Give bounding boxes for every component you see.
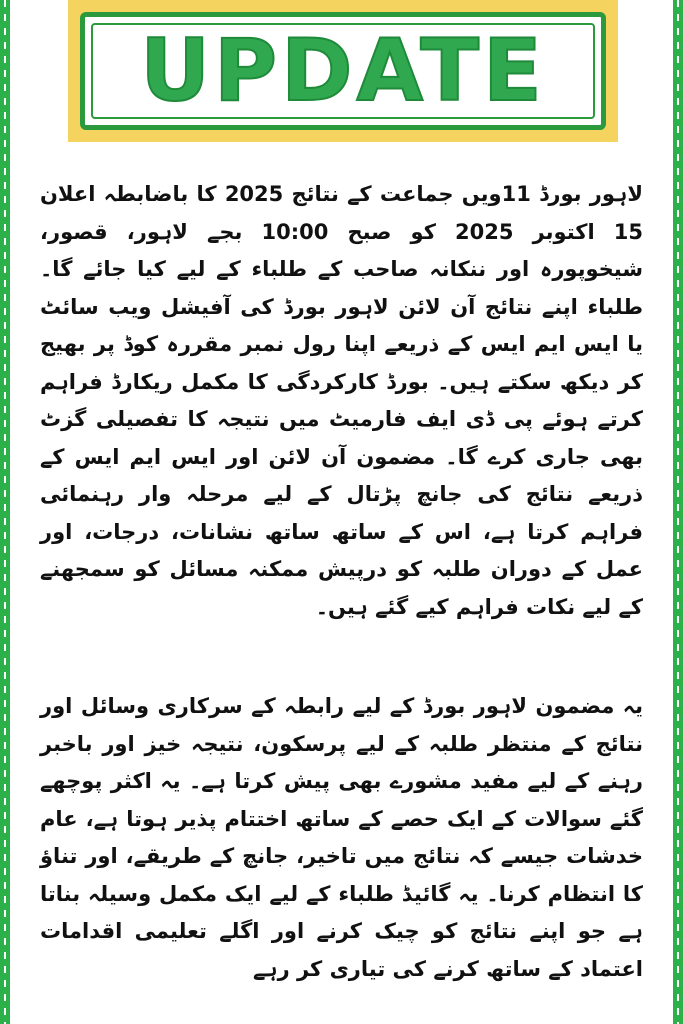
update-word: UPDATE [140, 21, 546, 121]
article-paragraph-2: یہ مضمون لاہور بورڈ کے لیے رابطہ کے سرکاری وسائل اور نتائج کے منتظر طلبہ کے لیے پرسکون، نتیجہ خیز اور باخبر رہنے کے لیے مفید مشورے بھی پیش کرتا ہے۔ یہ اکثر پوچھے گئے سوالات کے ایک حصے کے ساتھ اختتام پذیر ہوتا ہے، عام خدشات جیسے کہ نتائج میں تاخیر، جانچ کے طریقے، اور تناؤ کا انتظام کرنا۔ یہ گائیڈ طلباء کے لیے ایک مکمل وسیلہ بناتا ہے جو اپنے نتائج کو چیک کرنے اور اگلے تعلیمی اقدامات اعتماد کے ساتھ کرنے کی تیاری کر رہے [40, 694, 643, 981]
left-decorative-border [0, 0, 10, 1024]
article-paragraph-1: لاہور بورڈ 11ویں جماعت کے نتائج 2025 کا باضابطہ اعلان 15 اکتوبر 2025 کو صبح 10:00 بجے لاہور، قصور، شیخوپورہ اور ننکانہ صاحب کے طلباء کے لیے کیا جائے گا۔ طلباء اپنے نتائج آن لائن لاہور بورڈ کی آفیشل ویب سائٹ یا ایس ایم ایس کے ذریعے اپنا رول نمبر مقررہ کوڈ پر بھیج کر دیکھ سکتے ہیں۔ بورڈ کارکردگی کا مکمل ریکارڈ فراہم کرتے ہوئے پی ڈی ایف فارمیٹ میں نتیجہ کا تفصیلی گزٹ بھی جاری کرے گا۔ مضمون آن لائن اور ایس ایم ایس کے ذریعے نتائج کی جانچ پڑتال کے لیے مرحلہ وار رہنمائی فراہم کرتا ہے، اس کے ساتھ ساتھ نشانات، درجات، اور عمل کے دوران طلبہ کو درپیش ممکنہ مسائل کو سمجھنے کے لیے نکات فراہم کیے گئے ہیں۔ [40, 182, 644, 619]
article-body [40, 176, 643, 988]
right-decorative-border [673, 0, 683, 1024]
update-stamp [80, 12, 606, 130]
update-banner [68, 0, 618, 142]
